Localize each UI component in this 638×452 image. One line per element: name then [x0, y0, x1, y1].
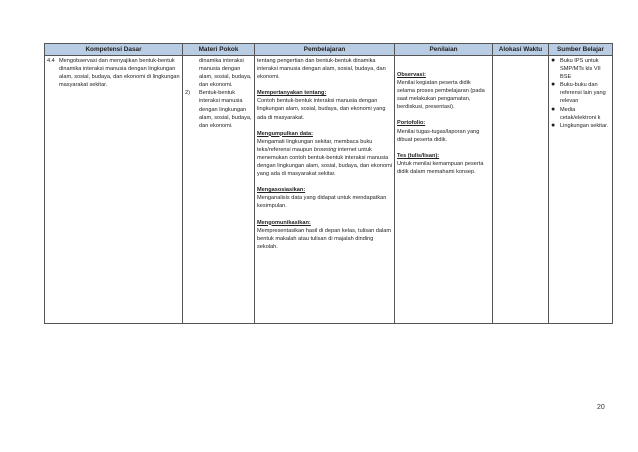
penilaian-portofolio-body: Menilai tugas-tugas/laporan yang dibuat peserta didik.: [397, 128, 480, 143]
penilaian-observasi-body: Menilai kegiatan peserta didik selama proses pembelajaran (pada saat melakukan pengamatan, berdiskusi, presentasi).: [397, 80, 485, 111]
materi-item-1: dinamika interaksi manusia dengan alam, sosial, budaya, dan ekonomi.: [199, 58, 252, 89]
bullet-icon: ●: [551, 105, 556, 113]
pembelajaran-s3-heading: Mengasosiasikan:: [257, 187, 306, 194]
pembelajaran-s2-body: Mengamati lingkungan sekitar, membaca buku teks/referensi maupun browsing internet untuk menemukan contoh bentuk-bentuk interaksi manusia dengan lingkungan alam, sosial, budaya, dan ekonomi yang ada di masyarakat sekitar.: [257, 138, 392, 178]
kd-text: Mengobservasi dan menyajikan bentuk-bentuk dinamika interaksi manusia dengan lingkungan alam, sosial, budaya, dan ekonomi di lingkungan masyarakat sekitar.: [59, 58, 180, 89]
penilaian-observasi-heading: Observasi:: [397, 72, 426, 78]
pembelajaran-s1-body: Contoh bentuk-bentuk interaksi manusia dengan lingkungan alam, sosial, budaya, dan ekonomi yang ada di masyarakat.: [257, 98, 386, 121]
header-alokasi-waktu: Alokasi Waktu: [493, 44, 549, 56]
table-header-row: [45, 44, 613, 56]
list-item: ● Buku-buku dan referensi lain yang relevan: [551, 81, 606, 105]
materi-item-2-number: 2): [185, 90, 190, 97]
pembelajaran-s4-heading: Mengomunikasikan:: [257, 219, 311, 226]
cell-penilaian: [395, 56, 493, 324]
lesson-plan-table: [44, 43, 613, 324]
penilaian-portofolio-heading: Portofolio:: [397, 120, 426, 127]
pembelajaran-s3-body: Menganalisis data yang didapat untuk mendapatkan kesimpulan.: [257, 195, 387, 210]
cell-sumber-belajar: [549, 56, 613, 324]
cell-kompetensi-dasar: [45, 56, 183, 324]
penilaian-tes-body: Untuk menilai kemampuan peserta didik dalam memahami konsep.: [397, 160, 484, 175]
header-penilaian: Penilaian: [395, 44, 493, 56]
pembelajaran-s4-body: Mempresentasikan hasil di depan kelas, tulisan dalam bentuk makalah atau tulisan di majalah dinding sekolah.: [257, 227, 392, 250]
materi-item-2: Bentuk-bentuk interaksi manusia dengan lingkungan alam, sosial, budaya, dan ekonomi.: [199, 90, 252, 129]
list-item: ● Buku IPS untuk SMP/MTs kls VII BSE: [551, 57, 601, 81]
header-sumber-belajar: Sumber Belajar: [549, 44, 613, 56]
pembelajaran-s1-heading: Mempertanyakan tentang:: [257, 90, 327, 97]
cell-materi-pokok: [183, 56, 255, 324]
list-item: ● Media cetak/elektroni k: [551, 105, 601, 121]
penilaian-tes-heading: Tes (tulis/lisan):: [397, 152, 440, 159]
table-row: [45, 56, 613, 324]
bullet-icon: ●: [551, 121, 556, 129]
kd-number: 4.4: [47, 58, 55, 64]
list-item: ● Lingkungan sekitar.: [551, 121, 609, 129]
pembelajaran-intro: tentang pengertian dan bentuk-bentuk dinamika interaksi manusia dengan alam, sosial, budaya, dan ekonomi.: [257, 58, 386, 81]
bullet-icon: ●: [551, 81, 556, 89]
bullet-icon: ●: [551, 57, 556, 64]
page-number: 20: [597, 404, 605, 411]
header-materi-pokok: Materi Pokok: [183, 44, 255, 56]
header-pembelajaran: Pembelajaran: [255, 44, 395, 56]
cell-pembelajaran: [255, 56, 395, 324]
header-kompetensi-dasar: Kompetensi Dasar: [45, 44, 183, 56]
cell-alokasi-waktu: [493, 56, 549, 324]
pembelajaran-s2-heading: Mengumpulkan data:: [257, 130, 313, 137]
